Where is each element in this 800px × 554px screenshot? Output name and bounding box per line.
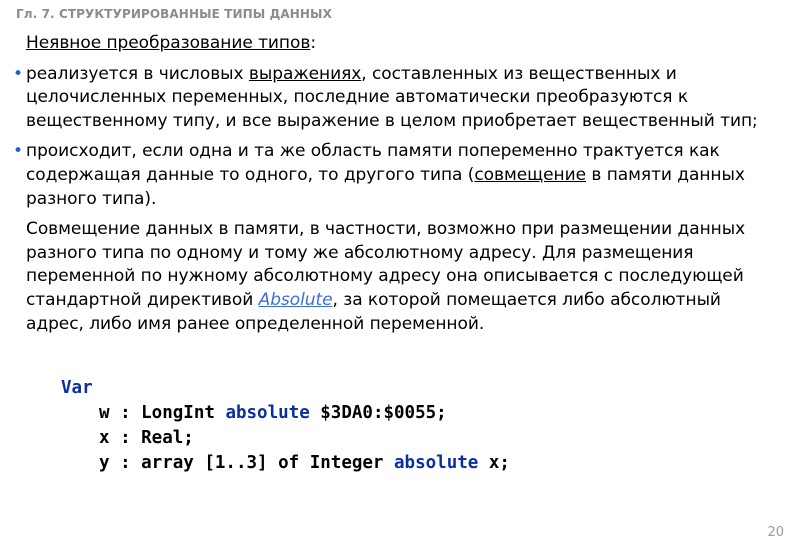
code-text: w : LongInt [99, 403, 226, 423]
bullet-item-overlay [13, 140, 776, 211]
code-keyword-absolute: absolute [394, 453, 479, 473]
bullet-list [13, 63, 776, 212]
intro-title: Неявное преобразование типов [26, 33, 311, 53]
bullet-text-after: в памяти данных разного типа). [26, 164, 745, 209]
bullet-item-expressions [13, 63, 776, 134]
bullet-icon: • [13, 63, 23, 84]
paragraph-text-after: , за которой помещается либо абсолютный адрес, либо имя ранее определенной переменной. [26, 289, 721, 334]
code-keyword-absolute: absolute [225, 403, 310, 423]
slide-body [13, 32, 776, 336]
code-line-x [61, 426, 510, 451]
code-text: x : Real; [99, 428, 194, 448]
bullet-text-before: происходит, если одна и та же область памяти попеременно трактуется как содержащая данные то одного, то другого типа ( [26, 141, 720, 185]
bullet-text-after: , составленных из вещественных и целочисленных переменных, последние автоматически преобразуются к вещественному типу, и все выражение в целом приобретает вещественный тип; [26, 63, 758, 131]
slide-header: Гл. 7. СТРУКТУРИРОВАННЫЕ ТИПЫ ДАННЫХ [16, 7, 332, 21]
absolute-link[interactable]: Absolute [258, 289, 333, 310]
code-keyword-var: Var [61, 378, 93, 398]
expressions-link[interactable]: выражениях [248, 63, 362, 84]
intro-colon: : [310, 33, 317, 53]
code-line-w [61, 401, 510, 426]
bullet-icon: • [13, 141, 23, 162]
code-text: y : array [1..3] of Integer [99, 453, 395, 473]
code-text: x; [478, 453, 510, 473]
code-block [61, 376, 510, 476]
code-text: $3DA0:$0055; [309, 403, 447, 423]
page-number: 20 [767, 525, 784, 540]
bullet-text-before: реализуется в числовых [26, 63, 249, 84]
code-line-var [61, 376, 510, 401]
intro-line [26, 32, 776, 56]
overlay-link[interactable]: совмещение [474, 164, 587, 185]
code-line-y [61, 451, 510, 476]
paragraph-text-before: Совмещение данных в памяти, в частности, возможно при размещении данных разного типа по одному и тому же абсолютному адресу. Для размещения переменной по нужному абсолютному адресу она описывается с последующей стандартной директивой [26, 219, 746, 310]
overlay-paragraph [26, 218, 776, 336]
